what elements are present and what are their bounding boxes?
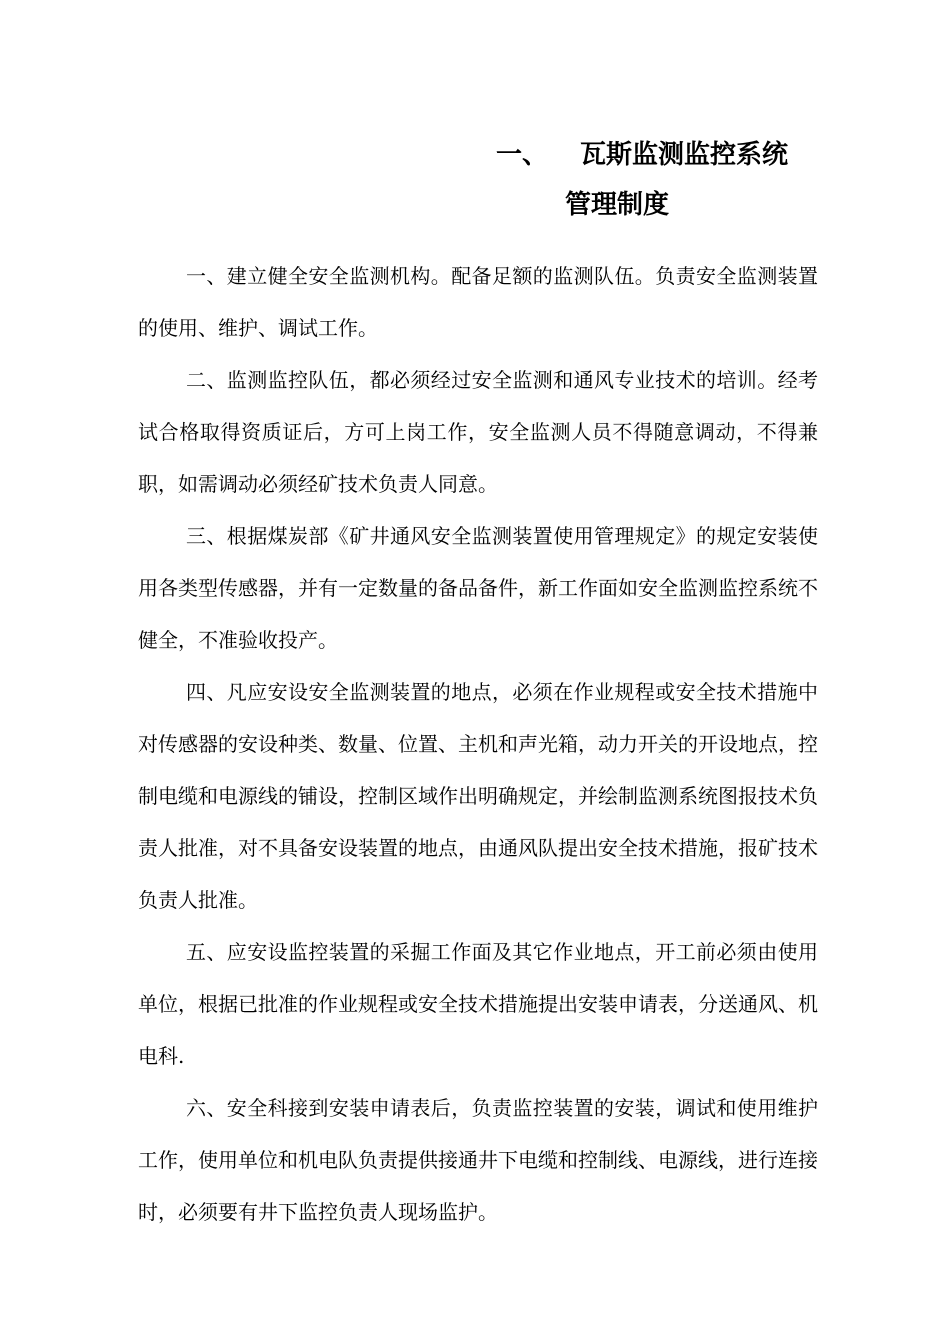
paragraph-2: 二、监测监控队伍，都必须经过安全监测和通风专业技术的培训。经考试合格取得资质证后，方可上岗工作，安全监测人员不得随意调动，不得兼职，如需调动必须经矿技术负责人同意。 — [138, 368, 818, 496]
document-heading — [496, 135, 788, 175]
heading-title-line2: 管理制度 — [565, 190, 670, 220]
paragraph-1: 一、建立健全安全监测机构。配备足额的监测队伍。负责安全监测装置的使用、维护、调试工作。 — [138, 264, 818, 340]
paragraph-5: 五、应安设监控装置的采掘工作面及其它作业地点，开工前必须由使用单位，根据已批准的作业规程或安全技术措施提出安装申请表，分送通风、机电科. — [138, 940, 818, 1068]
heading-number: 一、 — [496, 140, 549, 170]
paragraph-6: 六、安全科接到安装申请表后，负责监控装置的安装，调试和使用维护工作，使用单位和机电队负责提供接通井下电缆和控制线、电源线，进行连接时，必须要有井下监控负责人现场监护。 — [138, 1096, 818, 1224]
paragraph-3: 三、根据煤炭部《矿井通风安全监测装置使用管理规定》的规定安装使用各类型传感器，并有一定数量的备品备件，新工作面如安全监测监控系统不健全，不准验收投产。 — [138, 524, 818, 652]
heading-title-line1: 瓦斯监测监控系统 — [580, 140, 789, 170]
paragraph-4: 四、凡应安设安全监测装置的地点，必须在作业规程或安全技术措施中对传感器的安设种类、数量、位置、主机和声光箱，动力开关的开设地点，控制电缆和电源线的铺设，控制区域作出明确规定，并绘制监测系统图报技术负责人批准，对不具备安设装置的地点，由通风队提出安全技术措施，报矿技术负责人批准。 — [138, 680, 818, 912]
document-body — [138, 250, 818, 1238]
